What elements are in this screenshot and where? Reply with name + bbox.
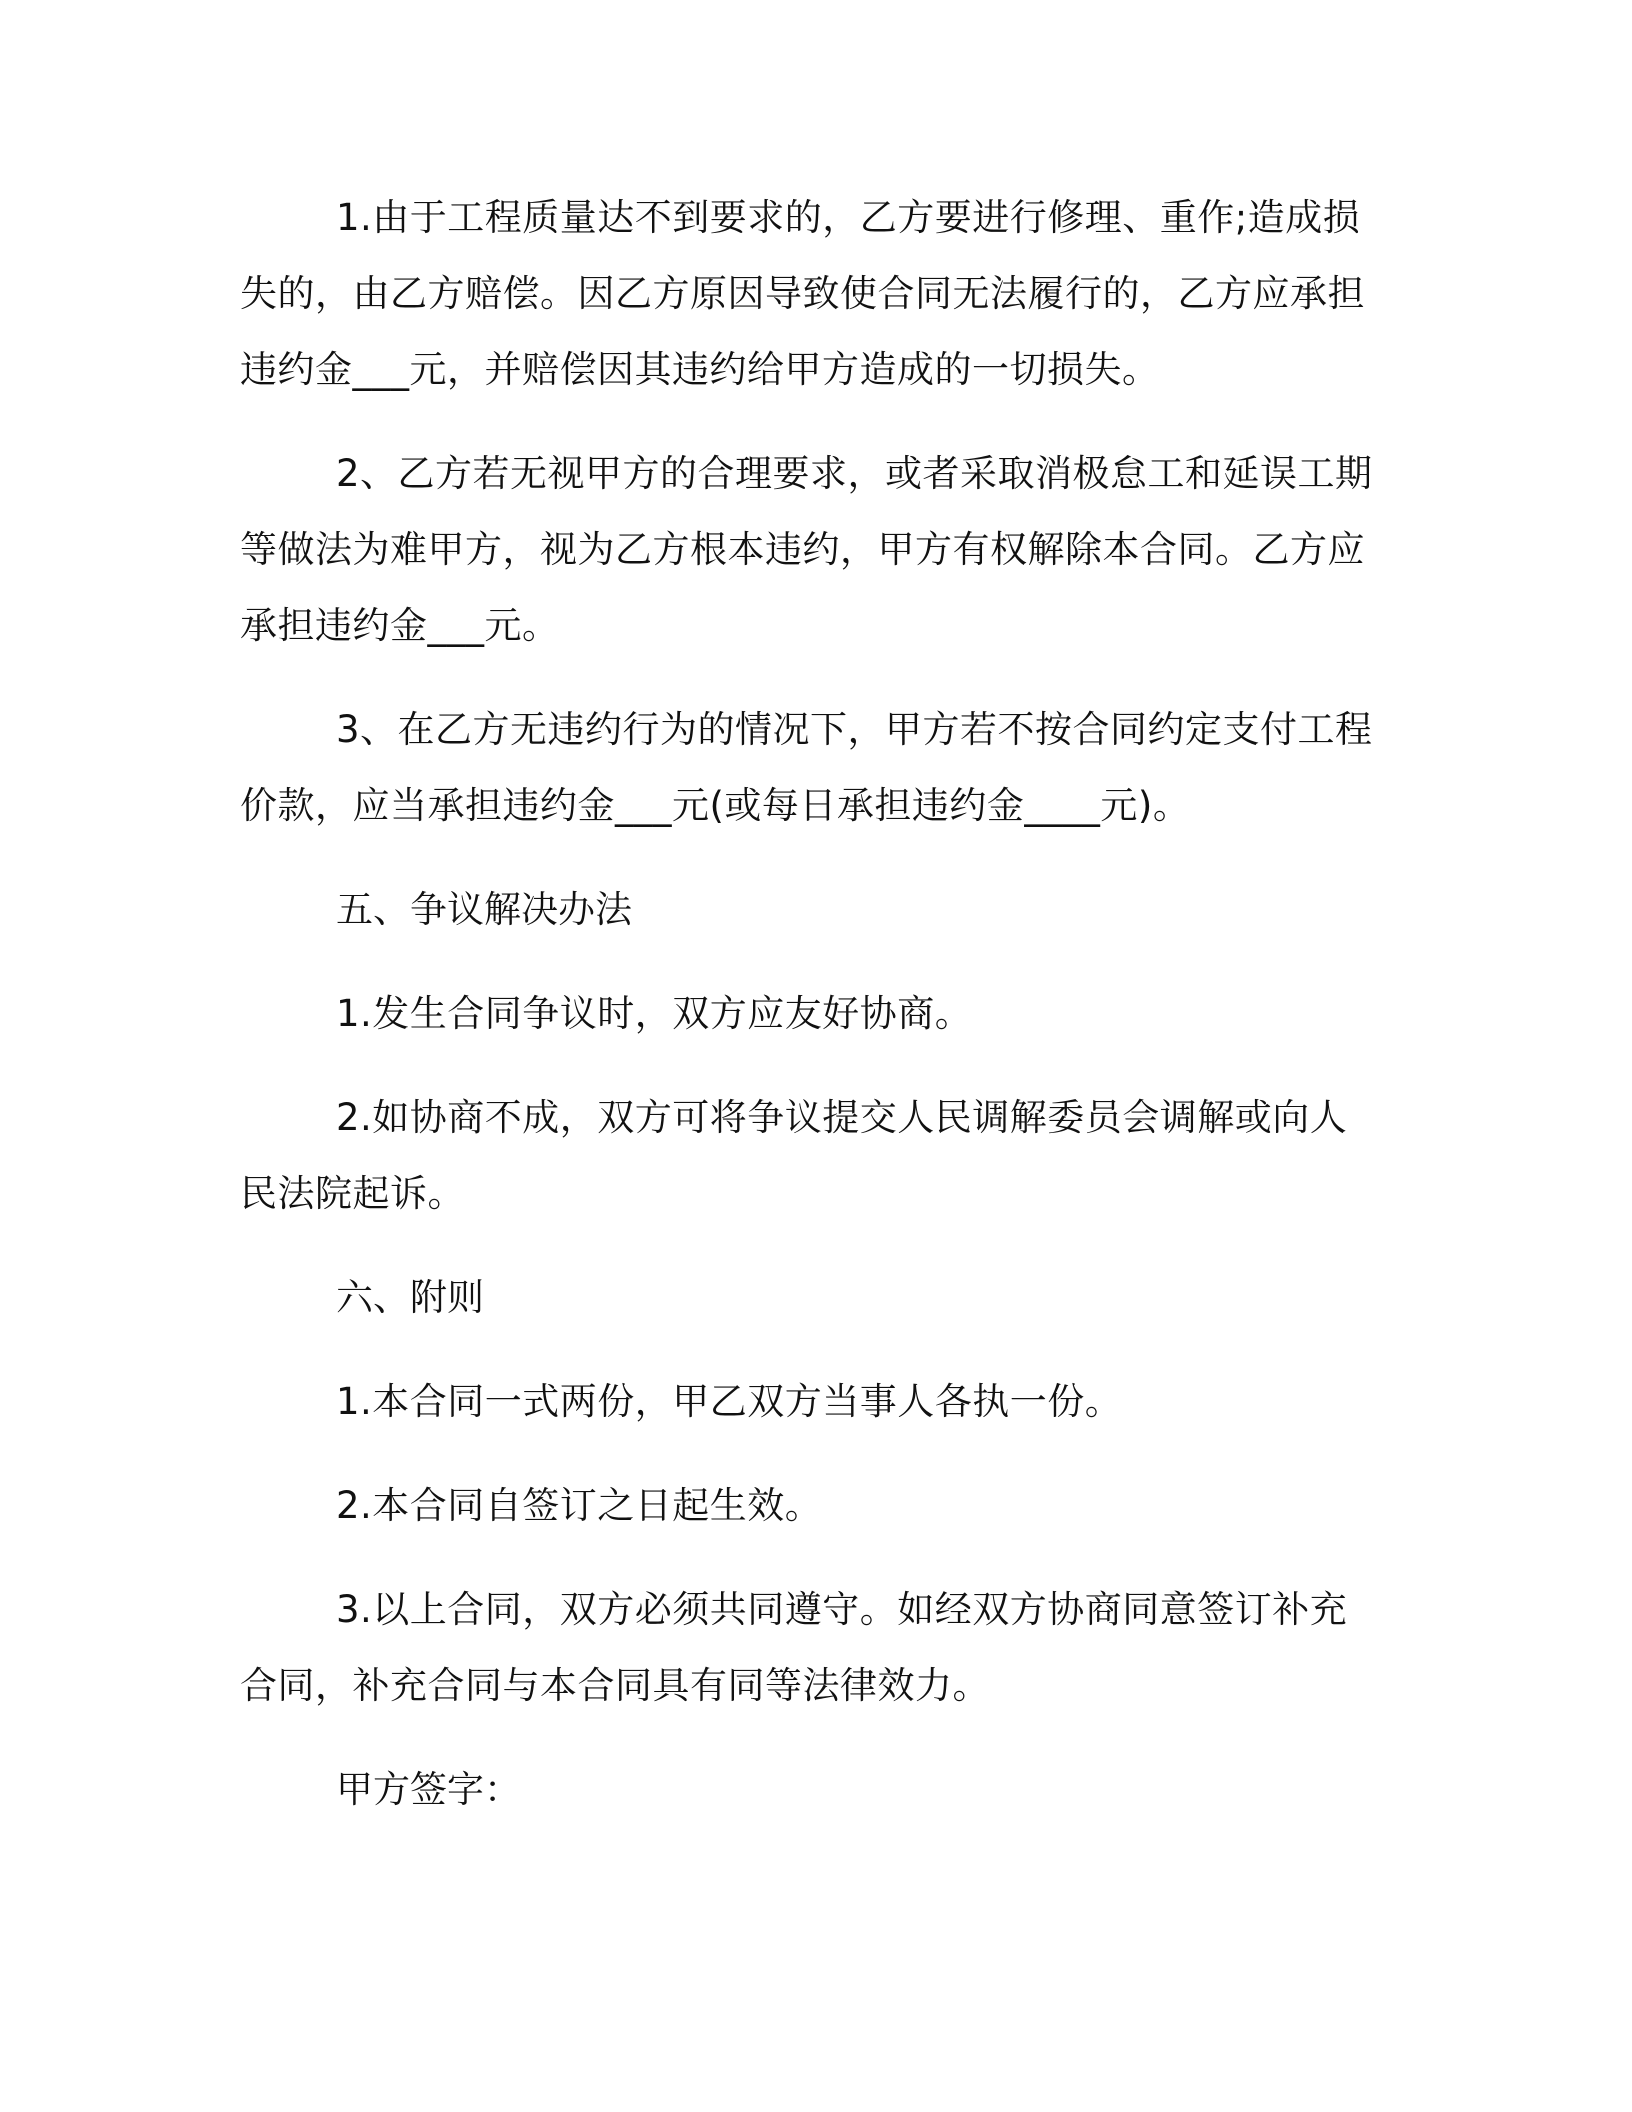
section-6-heading: 六、附则 (336, 1276, 484, 1319)
section-5-heading: 五、争议解决办法 (336, 888, 632, 931)
section-6-item-3: 3.以上合同，双方必须共同遵守。如经双方协商同意签订补充合同，补充合同与本合同具有同等法律效力。 (240, 1588, 1348, 1707)
section-6-item-2: 2.本合同自签订之日起生效。 (336, 1484, 823, 1527)
breach-clause-3: 3、在乙方无违约行为的情况下，甲方若不按合同约定支付工程价款，应当承担违约金___元(或每日承担违约金____元)。 (240, 708, 1373, 827)
party-a-signature-label: 甲方签字： (336, 1768, 521, 1811)
document-body (240, 180, 1380, 1828)
section-5-item-2: 2.如协商不成，双方可将争议提交人民调解委员会调解或向人民法院起诉。 (240, 1096, 1348, 1215)
breach-clause-1: 1.由于工程质量达不到要求的，乙方要进行修理、重作;造成损失的，由乙方赔偿。因乙方原因导致使合同无法履行的，乙方应承担违约金___元，并赔偿因其违约给甲方造成的一切损失。 (240, 196, 1365, 391)
section-6-item-1: 1.本合同一式两份，甲乙双方当事人各执一份。 (336, 1380, 1123, 1423)
breach-clause-2: 2、乙方若无视甲方的合理要求，或者采取消极怠工和延误工期等做法为难甲方，视为乙方根本违约，甲方有权解除本合同。乙方应承担违约金___元。 (240, 452, 1373, 647)
section-5-item-1: 1.发生合同争议时，双方应友好协商。 (336, 992, 973, 1035)
